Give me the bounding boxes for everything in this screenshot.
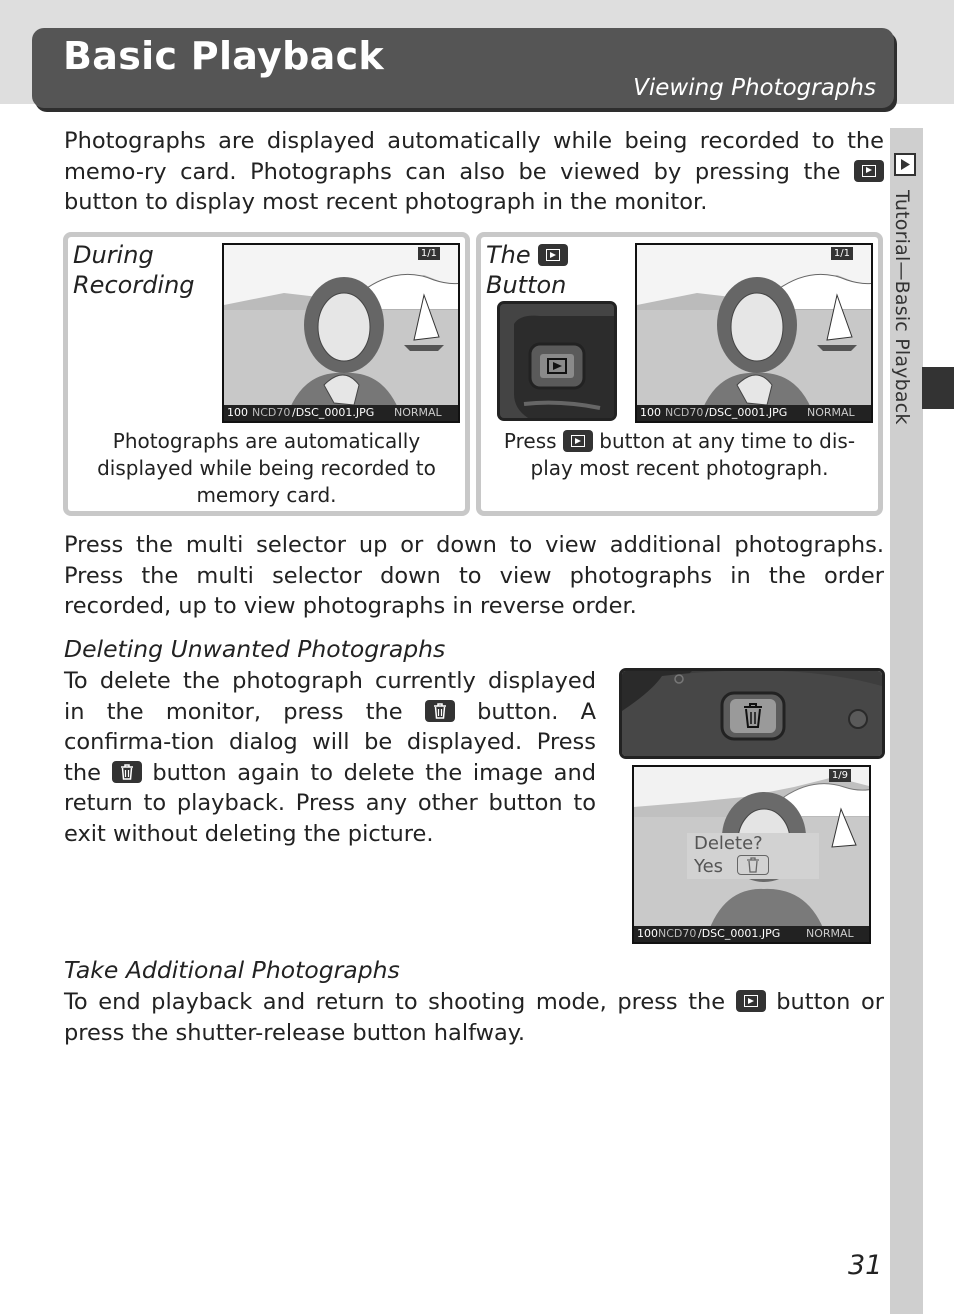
camera-playback-button-photo (497, 301, 617, 421)
additional-text-b: button or press the shutter-release button halfway. (64, 989, 884, 1046)
page-number: 31 (848, 1250, 883, 1281)
file-prefix: NCD70 (658, 927, 697, 940)
file-prefix: NCD70 (252, 406, 291, 419)
folder-number: 100 (640, 406, 661, 419)
file-name: /DSC_0001.JPG (705, 406, 788, 419)
during-recording-panel (63, 232, 470, 516)
delete-button-icon (425, 700, 455, 722)
dialog-question: Delete? (694, 833, 763, 854)
during-heading-line2: Recording (73, 271, 195, 299)
button-heading (486, 240, 568, 300)
delete-heading: Deleting Unwanted Photographs (64, 635, 446, 663)
additional-heading: Take Additional Photographs (64, 956, 400, 984)
button-caption-b: button at any time to dis-play most recent photograph. (530, 429, 856, 480)
trash-icon (737, 855, 769, 875)
image-quality: NORMAL (394, 406, 442, 419)
playback-button-icon (563, 430, 593, 452)
during-heading (73, 240, 195, 300)
frame-counter: 1/1 (831, 247, 853, 260)
folder-number: 100 (637, 927, 658, 940)
delete-text-c: button again to delete the image and return to playback. Press any other button to exit without deleting the picture. (64, 759, 597, 847)
playback-icon (894, 153, 916, 176)
intro-text-b: button to display most recent photograph in the monitor. (64, 189, 708, 215)
monitor-info-bar (637, 405, 871, 421)
frame-counter: 1/1 (418, 247, 440, 260)
multi-selector-paragraph: Press the multi selector up or down to view additional photographs. Press the multi selector down to view photographs in the order recorded, up to view photographs in reverse order. (64, 532, 884, 619)
during-caption: Photographs are automatically displayed while being recorded to memory card. (97, 429, 436, 507)
chapter-sidebar (890, 128, 923, 1314)
section-header (32, 28, 894, 108)
frame-counter: 1/9 (829, 769, 851, 782)
image-quality: NORMAL (807, 406, 855, 419)
delete-dialog (687, 833, 819, 879)
dialog-yes: Yes (694, 856, 724, 877)
chapter-tab-marker (922, 367, 954, 409)
delete-paragraph (64, 666, 596, 849)
button-caption-a: Press (503, 429, 557, 453)
button-caption (487, 428, 872, 482)
button-heading-line2: Button (486, 271, 567, 299)
folder-number: 100 (227, 406, 248, 419)
delete-button-icon (112, 761, 142, 783)
image-quality: NORMAL (806, 927, 854, 940)
playback-button-icon (736, 990, 766, 1012)
intro-paragraph (64, 126, 884, 218)
monitor-info-bar (634, 926, 869, 942)
page-title: Basic Playback (63, 34, 384, 78)
delete-text-b: button. A confirma-tion dialog will be displayed. Press the (64, 698, 597, 786)
file-prefix: NCD70 (665, 406, 704, 419)
monitor-image (635, 243, 873, 423)
playback-button-icon (538, 244, 568, 266)
monitor-info-bar (224, 405, 458, 421)
section-subtitle: Viewing Photographs (633, 75, 876, 101)
monitor-image (222, 243, 460, 423)
camera-delete-button-photo (619, 668, 885, 759)
playback-button-icon (854, 160, 884, 182)
delete-text-a: To delete the photograph currently displayed in the monitor, press the (64, 668, 596, 725)
file-name: /DSC_0001.JPG (698, 927, 781, 940)
additional-text-a: To end playback and return to shooting mode, press the (64, 989, 726, 1015)
delete-confirm-monitor (632, 765, 871, 944)
file-name: /DSC_0001.JPG (292, 406, 375, 419)
playback-button-panel (476, 232, 883, 516)
during-heading-line1: During (73, 241, 154, 269)
additional-paragraph (64, 987, 884, 1048)
intro-text-a: Photographs are displayed automatically while being recorded to the memo-ry card. Photographs can also be viewed by pressing the (64, 128, 884, 185)
chapter-label: Tutorial—Basic Playback (891, 190, 913, 425)
button-heading-line1: The (486, 241, 531, 269)
